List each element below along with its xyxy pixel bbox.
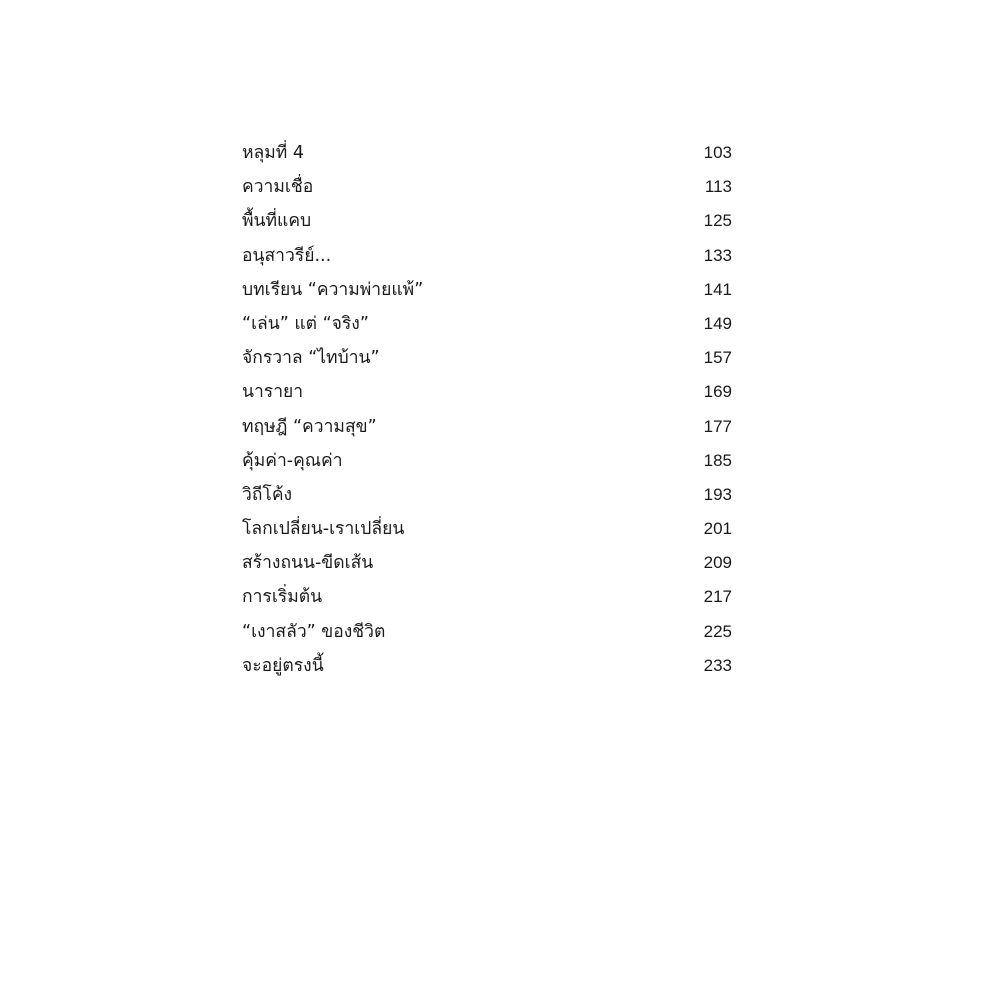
toc-entry [242, 478, 732, 512]
toc-entry [242, 239, 732, 273]
toc-entry-title: ทฤษฎี “ความสุข” [242, 416, 377, 437]
toc-entry-page-number: 133 [703, 245, 732, 265]
toc-entry-page-number: 225 [703, 621, 732, 641]
toc-entry [242, 580, 732, 614]
toc-entry [242, 546, 732, 580]
toc-entry-page-number: 209 [703, 553, 732, 573]
toc-entry-title: “เงาสลัว” ของชีวิต [242, 621, 386, 642]
toc-entry [242, 341, 732, 375]
toc-entry-page-number: 113 [704, 177, 732, 197]
toc-entry-page-number: 185 [703, 450, 732, 470]
toc-entry [242, 615, 732, 649]
toc-entry-title: จักรวาล “ไทบ้าน” [242, 348, 380, 369]
table-of-contents [242, 136, 732, 683]
toc-entry [242, 375, 732, 409]
toc-entry-page-number: 201 [703, 519, 732, 539]
toc-entry-title: ความเชื่อ [242, 177, 314, 198]
toc-entry [242, 273, 732, 307]
toc-entry-title: พื้นที่แคบ [242, 211, 312, 232]
toc-entry-title: “เล่น” แต่ “จริง” [242, 313, 369, 334]
toc-entry-page-number: 193 [703, 484, 732, 504]
toc-entry-page-number: 217 [703, 587, 732, 607]
toc-entry [242, 307, 732, 341]
toc-entry [242, 512, 732, 546]
toc-entry-title: นารายา [242, 382, 304, 403]
toc-entry [242, 204, 732, 238]
toc-entry-title: อนุสาวรีย์... [242, 245, 332, 266]
toc-entry-page-number: 233 [703, 655, 732, 675]
toc-entry-title: วิถีโค้ง [242, 484, 293, 505]
toc-entry-page-number: 141 [703, 279, 732, 299]
toc-entry [242, 170, 732, 204]
toc-entry-page-number: 169 [703, 382, 732, 402]
toc-entry-title: การเริ่มต้น [242, 587, 323, 608]
toc-entry-page-number: 177 [703, 416, 732, 436]
toc-entry [242, 649, 732, 683]
toc-entry [242, 444, 732, 478]
toc-entry [242, 136, 732, 170]
toc-entry-title: โลกเปลี่ยน-เราเปลี่ยน [242, 519, 405, 540]
toc-entry-page-number: 125 [703, 211, 732, 231]
toc-entry-title: จะอยู่ตรงนี้ [242, 655, 324, 676]
toc-entry-title: หลุมที่ 4 [242, 143, 305, 163]
toc-entry-page-number: 103 [703, 143, 732, 162]
toc-entry-title: คุ้มค่า-คุณค่า [242, 450, 343, 471]
toc-entry-title: สร้างถนน-ขีดเส้น [242, 553, 374, 574]
toc-entry-page-number: 149 [703, 313, 732, 333]
toc-entry-page-number: 157 [703, 348, 732, 368]
toc-entry-title: บทเรียน “ความพ่ายแพ้” [242, 279, 424, 300]
toc-entry [242, 410, 732, 444]
